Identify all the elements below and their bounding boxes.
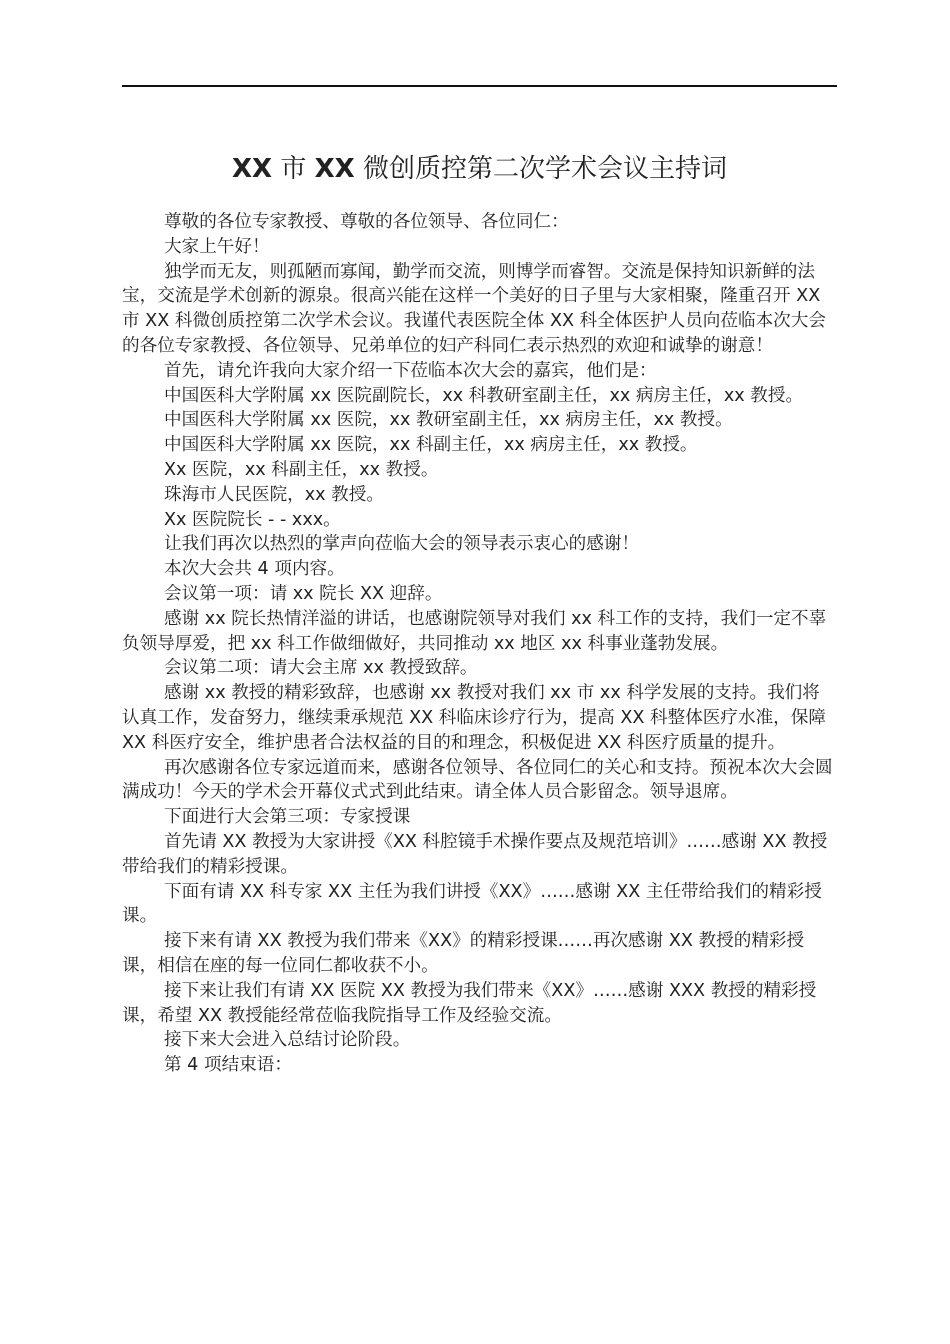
paragraph: 再次感谢各位专家远道而来，感谢各位领导、各位同仁的关心和支持。预祝本次大会圆满成功！今天的学术会开幕仪式式到此结束。请全体人员合影留念。领导退席。 xyxy=(122,757,833,803)
paragraph: 中国医科大学附属 xx 医院，xx 教研室副主任，xx 病房主任，xx 教授。 xyxy=(164,410,733,431)
paragraph: 感谢 xx 院长热情洋溢的讲话，也感谢院领导对我们 xx 科工作的支持，我们一定不辜负领导厚爱，把 xx 科工作做细做好，共同推动 xx 地区 xx 科事业蓬勃发展。 xyxy=(122,608,827,654)
paragraph: 中国医科大学附属 xx 医院副院长，xx 科教研室副主任，xx 病房主任，xx 教授。 xyxy=(164,385,804,406)
paragraph: 接下来大会进入总结讨论阶段。 xyxy=(164,1030,411,1051)
paragraph: 珠海市人民医院，xx 教授。 xyxy=(164,484,384,505)
paragraph: 让我们再次以热烈的掌声向莅临大会的领导表示衷心的感谢！ xyxy=(164,534,640,555)
paragraph: 本次大会共 4 项内容。 xyxy=(164,559,345,580)
header-rule xyxy=(122,85,837,87)
paragraph: 大家上午好！ xyxy=(164,236,270,257)
title-part: 市 xyxy=(280,154,307,184)
paragraph: 接下来有请 XX 教授为我们带来《XX》的精彩授课……再次感谢 XX 教授的精彩授课，相信在座的每一位同仁都收获不小。 xyxy=(122,931,805,976)
title-part: XX xyxy=(314,154,355,184)
paragraph: 感谢 xx 教授的精彩致辞，也感谢 xx 教授对我们 xx 市 xx 科学发展的支持。我们将认真工作，发奋努力，继续秉承规范 XX 科临床诊疗行为，提高 XX 科整体医疗水准，保障 XX 科医疗安全，维护患者合法权益的目的和理念，积极促进 XX 科医疗质量的提升。 xyxy=(122,683,826,753)
paragraph: 下面有请 XX 科专家 XX 主任为我们讲授《XX》……感谢 XX 主任带给我们的精彩授课。 xyxy=(122,881,822,927)
paragraph: 中国医科大学附属 xx 医院，xx 科副主任，xx 病房主任，xx 教授。 xyxy=(164,435,698,456)
paragraph: 独学而无友，则孤陋而寡闻，勤学而交流，则博学而睿智。交流是保持知识新鲜的法宝，交流是学术创新的源泉。很高兴能在这样一个美好的日子里与大家相聚，隆重召开 XX 市 XX 科微创质控第二次学术会议。我谨代表医院全体 XX 科全体医护人员向莅临本次大会的各位专家教授、各位领导、兄弟单位的妇产科同仁表示热烈的欢迎和诚挚的谢意！ xyxy=(122,261,826,356)
paragraph: 首先请 XX 教授为大家讲授《XX 科腔镜手术操作要点及规范培训》……感谢 XX 教授带给我们的精彩授课。 xyxy=(122,831,828,877)
paragraph: 尊敬的各位专家教授、尊敬的各位领导、各位同仁： xyxy=(164,212,569,232)
paragraph: 第 4 项结束语： xyxy=(164,1055,292,1076)
paragraph: Xx 医院院长 - - xxx。 xyxy=(164,509,341,530)
document-body xyxy=(122,210,837,1078)
title-part: XX xyxy=(231,154,273,184)
paragraph: 首先，请允许我向大家介绍一下莅临本次大会的嘉宾，他们是： xyxy=(164,360,657,381)
document-title xyxy=(122,148,837,185)
paragraph: 会议第一项：请 xx 院长 XX 迎辞。 xyxy=(164,583,443,604)
paragraph: Xx 医院，xx 科副主任，xx 教授。 xyxy=(164,459,439,480)
paragraph: 接下来让我们有请 XX 医院 XX 教授为我们带来《XX》……感谢 XXX 教授的精彩授课，希望 XX 教授能经常莅临我院指导工作及经验交流。 xyxy=(122,980,817,1026)
paragraph: 下面进行大会第三项：专家授课 xyxy=(164,807,411,828)
paragraph: 会议第二项：请大会主席 xx 教授致辞。 xyxy=(164,658,478,679)
title-part: 微创质控第二次学术会议主持词 xyxy=(362,154,727,184)
